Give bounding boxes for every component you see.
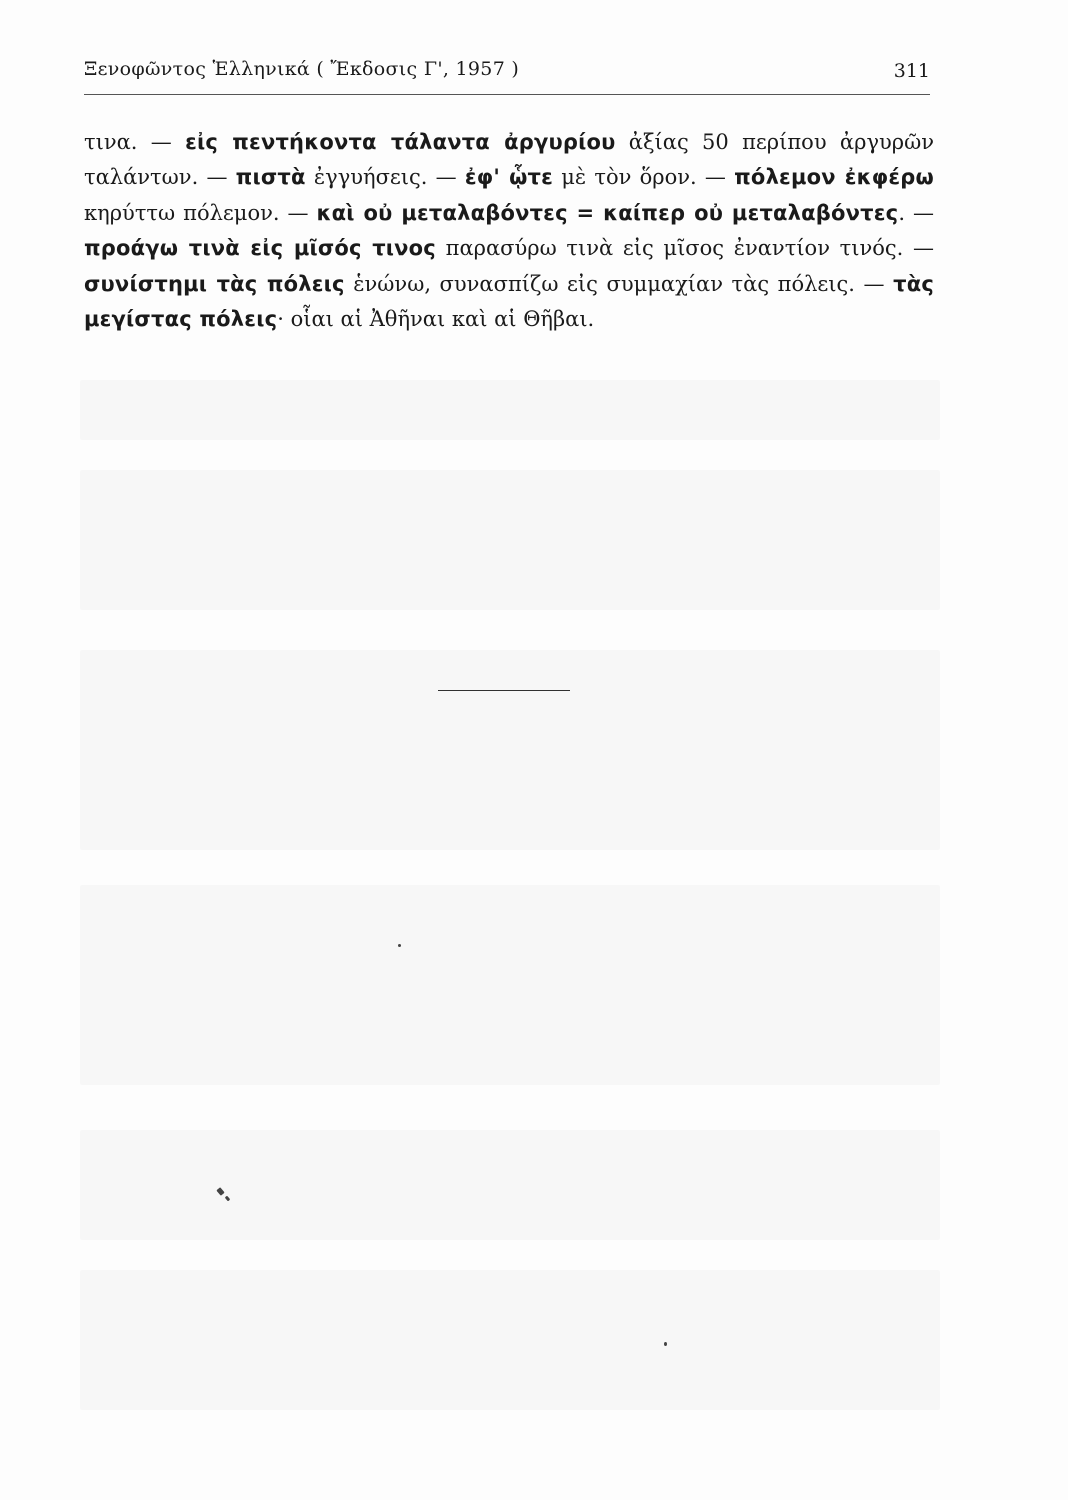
gloss: . —	[898, 200, 934, 225]
show-through	[80, 470, 940, 610]
ink-speck	[664, 1342, 667, 1346]
gloss: μὲ τὸν ὅρον. —	[553, 165, 735, 190]
page-number: 311	[893, 60, 930, 82]
lemma: τὰς μεγίστας πόλεις	[84, 271, 934, 332]
show-through	[80, 885, 940, 1085]
lemma: καὶ οὐ μεταλαβόντες = καίπερ οὐ μεταλαβόντες	[316, 200, 899, 225]
lemma: πόλεμον ἐκφέρω	[734, 165, 934, 190]
lemma: προάγω τινὰ εἰς μῖσός τινος	[84, 236, 436, 261]
commentary-paragraph	[84, 125, 934, 337]
lemma: ἐφ' ᾧτε	[464, 165, 554, 190]
gloss: · οἷαι αἱ Ἀθῆναι καὶ αἱ Θῆβαι.	[277, 307, 595, 332]
ink-speck	[398, 944, 401, 947]
show-through	[80, 1130, 940, 1240]
running-title: Ξενοφῶντος Ἑλληνικά ( Ἔκδοσις Γ', 1957 )	[84, 58, 520, 80]
gloss: ἀξίας 50 περίπου ἀργυρῶν ταλάντων. —	[84, 130, 934, 190]
gloss: ἐγγυήσεις. —	[305, 165, 465, 190]
gloss: κηρύττω πόλεμον. —	[84, 200, 317, 225]
show-through	[80, 1270, 940, 1410]
lemma: πιστὰ	[235, 165, 306, 190]
running-head	[84, 58, 930, 88]
gloss: παρασύρω τινὰ εἰς μῖσος ἐναντίον τινός. —	[435, 236, 935, 261]
header-rule	[84, 94, 930, 95]
lemma: εἰς πεντήκοντα τάλαντα ἀργυρίου	[185, 130, 616, 154]
show-through	[80, 380, 940, 440]
entry-text: τινα. —	[84, 130, 186, 154]
lemma: συνίστημι τὰς πόλεις	[84, 271, 345, 296]
show-through	[80, 650, 940, 850]
gloss: ἑνώνω, συνασπίζω εἰς συμμαχίαν τὰς πόλεις. —	[344, 271, 894, 296]
